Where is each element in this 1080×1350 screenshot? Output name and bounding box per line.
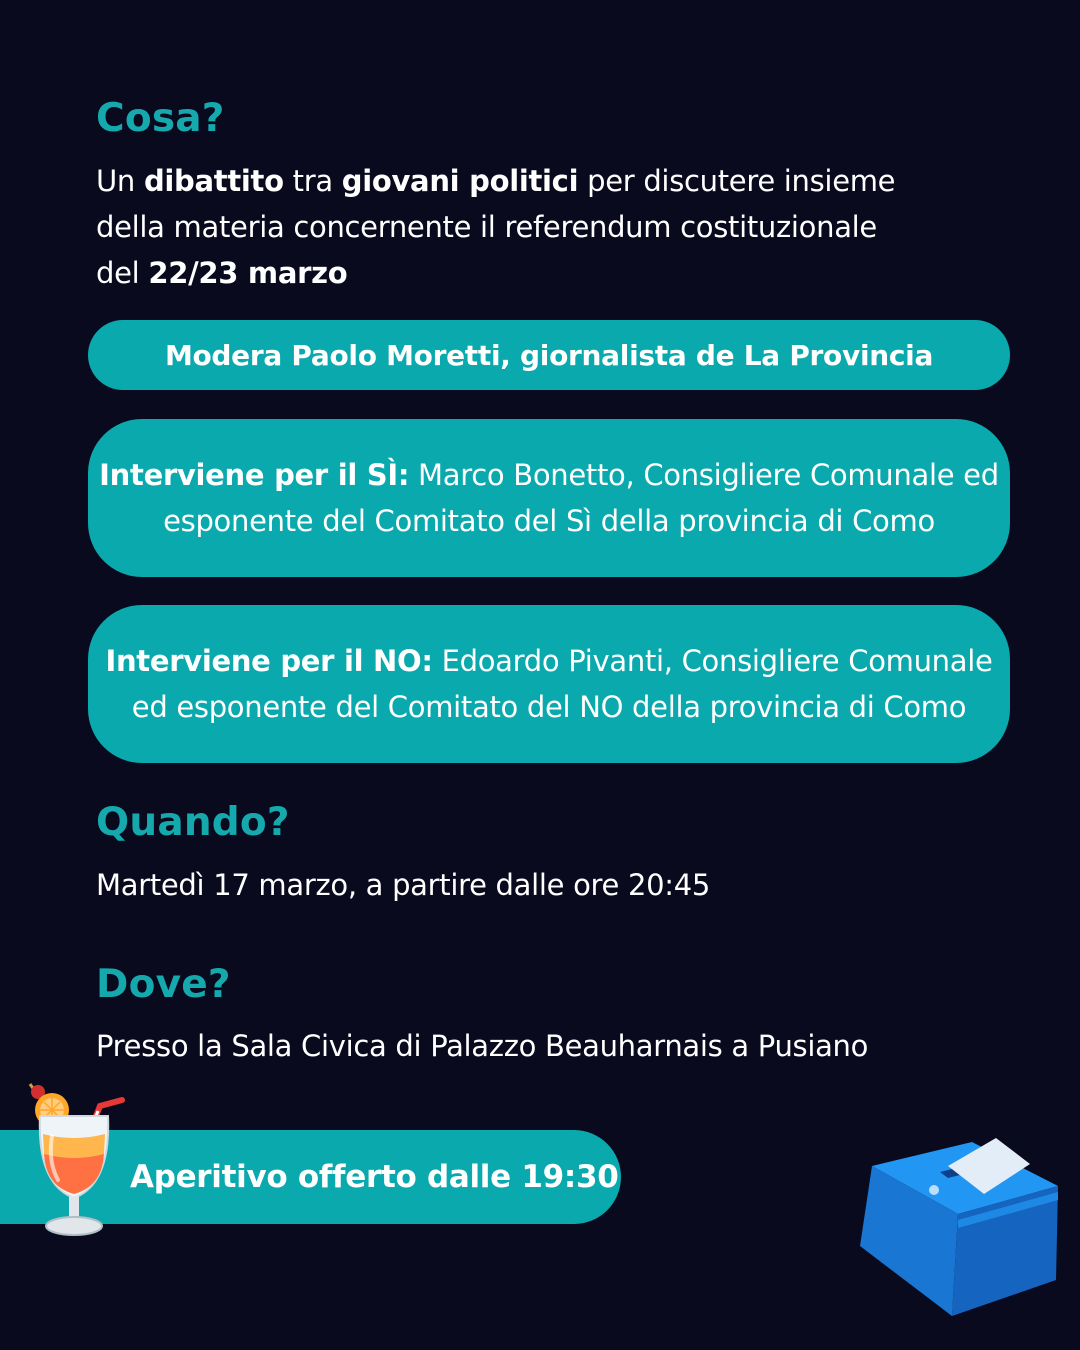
speaker-si-card [88, 419, 1010, 577]
cosa-description [96, 158, 895, 296]
cosa-line-3: del 22/23 marzo [96, 256, 348, 290]
speaker-no-card [88, 605, 1010, 763]
speaker-no-name: Edoardo Pivanti, Consigliere Comunale [432, 644, 993, 678]
speaker-si-role: esponente del Comitato del Sì della provincia di Como [163, 504, 935, 538]
cosa-line-1: Un dibattito tra giovani politici per discutere insieme [96, 164, 896, 198]
moderator-text: Modera Paolo Moretti, giornalista de La Provincia [164, 338, 934, 372]
moderator-banner [88, 320, 1010, 390]
quando-text: Martedì 17 marzo, a partire dalle ore 20:45 [96, 868, 711, 902]
dove-text: Presso la Sala Civica di Palazzo Beauharnais a Pusiano [96, 1029, 869, 1063]
cocktail-icon [22, 1076, 126, 1240]
speaker-no-role: ed esponente del Comitato del NO della provincia di Como [131, 690, 967, 724]
cosa-heading: Cosa? [96, 96, 225, 141]
quando-heading: Quando? [96, 800, 290, 845]
ballot-box-icon [852, 1132, 1066, 1322]
aperitivo-text: Aperitivo offerto dalle 19:30 [130, 1159, 619, 1195]
speaker-si-name: Marco Bonetto, Consigliere Comunale ed [409, 458, 999, 492]
speaker-no-label: Interviene per il NO: [105, 644, 433, 678]
speaker-no-text [105, 638, 992, 730]
speaker-si-label: Interviene per il SÌ: [99, 458, 410, 492]
dove-heading: Dove? [96, 962, 231, 1007]
speaker-si-text [99, 452, 999, 544]
cosa-line-2: della materia concernente il referendum costituzionale [96, 210, 877, 244]
